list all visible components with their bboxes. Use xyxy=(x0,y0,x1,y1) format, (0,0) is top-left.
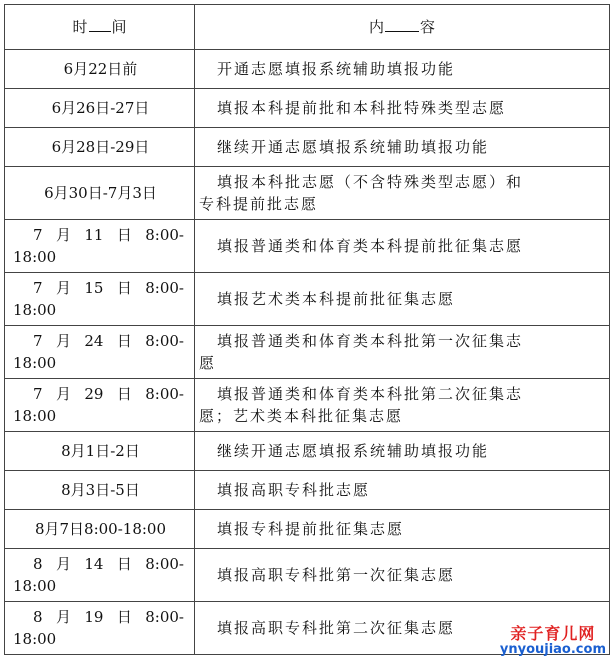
time-token: 19 xyxy=(84,608,104,626)
time-token: 日 xyxy=(116,226,132,244)
time-cell xyxy=(5,471,195,510)
time-token: 8:00- xyxy=(145,385,184,403)
header-time-char2: 间 xyxy=(111,18,127,36)
content-cell xyxy=(195,510,610,549)
table-row xyxy=(5,50,610,89)
content-text: 开通志愿填报系统辅助填报功能 xyxy=(217,60,456,78)
watermark-title: 亲子育儿网 xyxy=(510,624,596,643)
content-cell xyxy=(195,432,610,471)
time-token: 日 xyxy=(116,608,132,626)
time-token: 日 xyxy=(116,385,132,403)
table-row xyxy=(5,220,610,273)
content-cell xyxy=(195,50,610,89)
table-row xyxy=(5,128,610,167)
time-line-end: 18:00 xyxy=(13,630,57,648)
time-line xyxy=(13,553,188,575)
content-cell xyxy=(195,471,610,510)
time-cell xyxy=(5,167,195,220)
header-content-char1: 内 xyxy=(368,18,384,36)
time-token: 8:00- xyxy=(145,226,184,244)
time-cell xyxy=(5,326,195,379)
time-token: 月 xyxy=(55,279,71,297)
header-content-char2: 容 xyxy=(420,18,436,36)
time-text: 6月30日-7月3日 xyxy=(44,184,157,202)
table-row xyxy=(5,549,610,602)
content-text: 填报普通类和体育类本科批第二次征集志 xyxy=(217,385,524,403)
time-token: 月 xyxy=(55,555,71,573)
time-token: 15 xyxy=(84,279,104,297)
content-text: 填报普通类和体育类本科提前批征集志愿 xyxy=(217,237,524,255)
time-line-end: 18:00 xyxy=(13,248,57,266)
content-cell xyxy=(195,379,610,432)
time-token: 月 xyxy=(55,608,71,626)
content-text: 愿；艺术类本科批征集志愿 xyxy=(199,407,404,425)
time-token: 月 xyxy=(55,332,71,350)
content-text: 填报高职专科批第二次征集志愿 xyxy=(217,619,456,637)
time-cell xyxy=(5,510,195,549)
content-text: 专科提前批志愿 xyxy=(199,195,319,213)
time-cell xyxy=(5,128,195,167)
content-text: 填报高职专科批志愿 xyxy=(217,481,371,499)
time-cell xyxy=(5,432,195,471)
time-line xyxy=(13,330,188,352)
content-cell xyxy=(195,128,610,167)
time-token: 8:00- xyxy=(145,332,184,350)
time-text: 6月26日-27日 xyxy=(51,99,150,117)
time-token: 7 xyxy=(33,332,43,350)
content-cell xyxy=(195,220,610,273)
content-cell xyxy=(195,326,610,379)
content-text: 填报艺术类本科提前批征集志愿 xyxy=(217,290,456,308)
time-token: 24 xyxy=(84,332,104,350)
time-line-end: 18:00 xyxy=(13,407,57,425)
content-text: 愿 xyxy=(199,354,217,372)
time-line xyxy=(13,277,188,299)
time-line xyxy=(13,383,188,405)
time-token: 月 xyxy=(55,226,71,244)
content-text: 继续开通志愿填报系统辅助填报功能 xyxy=(217,442,490,460)
time-text: 8月7日8:00-18:00 xyxy=(34,520,167,538)
time-line xyxy=(13,606,188,628)
underline-blank xyxy=(385,17,419,32)
header-row xyxy=(5,5,610,50)
underline-blank xyxy=(89,17,111,32)
watermark-url: ynyoujiao.com xyxy=(499,642,606,657)
table-row xyxy=(5,510,610,549)
time-cell xyxy=(5,379,195,432)
time-token: 8:00- xyxy=(145,279,184,297)
time-token: 7 xyxy=(33,385,43,403)
header-time xyxy=(5,5,195,50)
schedule-table xyxy=(4,4,610,655)
content-cell xyxy=(195,167,610,220)
table-row xyxy=(5,326,610,379)
time-token: 7 xyxy=(33,226,43,244)
time-cell xyxy=(5,549,195,602)
time-token: 14 xyxy=(84,555,104,573)
time-text: 8月1日-2日 xyxy=(61,442,140,460)
time-token: 8:00- xyxy=(145,608,184,626)
time-cell xyxy=(5,273,195,326)
content-text: 填报本科批志愿（不含特殊类型志愿）和 xyxy=(217,173,524,191)
time-token: 日 xyxy=(116,555,132,573)
time-cell xyxy=(5,89,195,128)
time-token: 月 xyxy=(55,385,71,403)
time-text: 8月3日-5日 xyxy=(61,481,140,499)
content-text: 继续开通志愿填报系统辅助填报功能 xyxy=(217,138,490,156)
time-token: 8:00- xyxy=(145,555,184,573)
time-line-end: 18:00 xyxy=(13,354,57,372)
content-text: 填报专科提前批征集志愿 xyxy=(217,520,405,538)
time-token: 日 xyxy=(116,279,132,297)
time-cell xyxy=(5,220,195,273)
table-row xyxy=(5,471,610,510)
time-line-end: 18:00 xyxy=(13,301,57,319)
time-token: 日 xyxy=(116,332,132,350)
time-line xyxy=(13,224,188,246)
time-token: 29 xyxy=(84,385,104,403)
time-text: 6月28日-29日 xyxy=(51,138,150,156)
table-row xyxy=(5,432,610,471)
time-token: 11 xyxy=(84,226,104,244)
time-cell xyxy=(5,602,195,655)
content-text: 填报高职专科批第一次征集志愿 xyxy=(217,566,456,584)
site-watermark xyxy=(500,625,606,657)
header-time-char1: 时 xyxy=(72,18,88,36)
time-cell xyxy=(5,50,195,89)
table-row xyxy=(5,167,610,220)
header-content xyxy=(195,5,610,50)
content-cell xyxy=(195,89,610,128)
table-row xyxy=(5,89,610,128)
content-cell xyxy=(195,273,610,326)
content-text: 填报本科提前批和本科批特殊类型志愿 xyxy=(217,99,507,117)
time-token: 8 xyxy=(33,555,43,573)
content-cell xyxy=(195,549,610,602)
time-line-end: 18:00 xyxy=(13,577,57,595)
schedule-body xyxy=(5,50,610,655)
table-row xyxy=(5,379,610,432)
time-token: 7 xyxy=(33,279,43,297)
table-row xyxy=(5,273,610,326)
time-text: 6月22日前 xyxy=(63,60,138,78)
time-token: 8 xyxy=(33,608,43,626)
content-text: 填报普通类和体育类本科批第一次征集志 xyxy=(217,332,524,350)
